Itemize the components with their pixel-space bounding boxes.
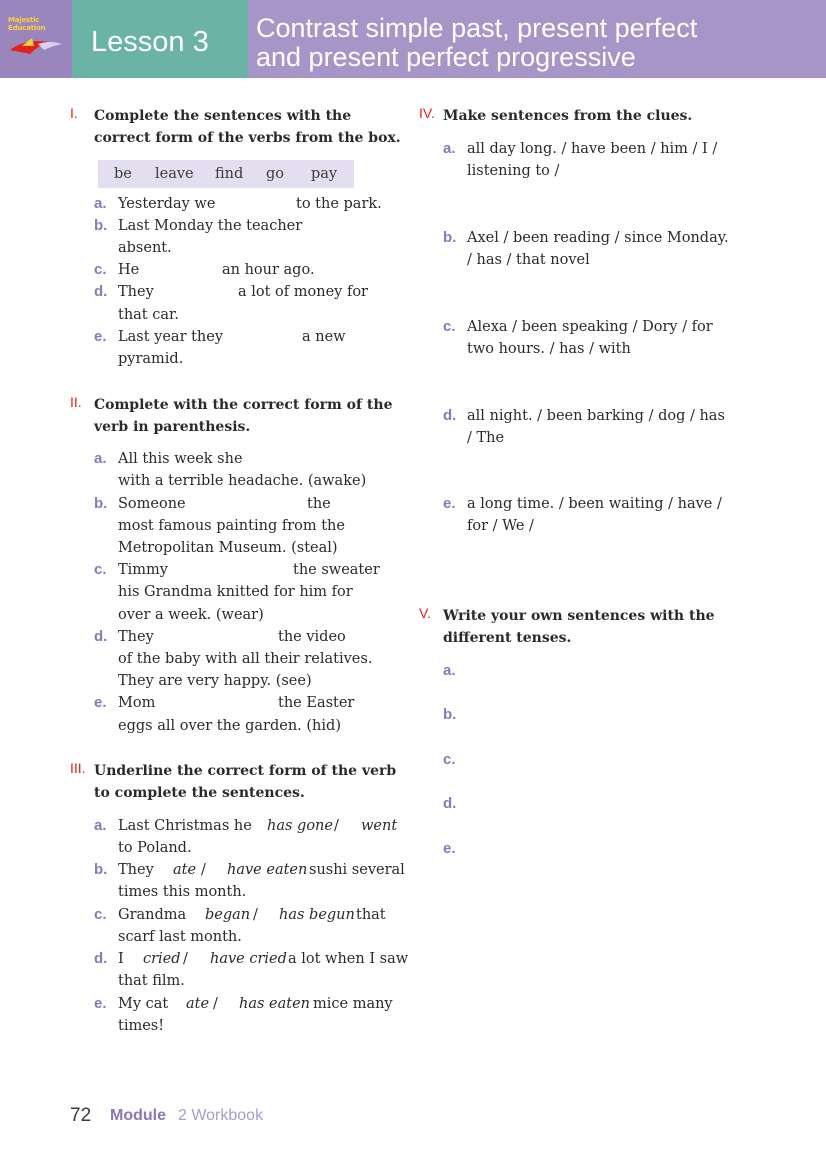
item-letter: a. <box>94 195 107 212</box>
item-text: Someone <box>118 496 186 512</box>
clue-text: a long time. / been waiting / have / <box>467 496 722 512</box>
option-2[interactable]: have eaten <box>227 862 308 878</box>
word-box-item: pay <box>311 166 338 182</box>
item-letter: c. <box>443 318 456 335</box>
instruction-line: Write your own sentences with the <box>443 608 715 624</box>
item-letter: e. <box>94 694 107 711</box>
footer-module: Module <box>110 1107 166 1124</box>
item-text: a lot when I saw <box>288 951 409 967</box>
item-text: over a week. (wear) <box>118 607 264 623</box>
item-letter: d. <box>94 283 108 300</box>
item-text: He <box>118 262 140 278</box>
logo <box>0 0 72 78</box>
section-instruction <box>443 105 823 127</box>
option-1[interactable]: has gone <box>267 818 333 834</box>
logo-swoosh-icon <box>8 34 64 58</box>
clue-text: for / We / <box>467 518 534 534</box>
item-letter: a. <box>94 450 107 467</box>
section-1 <box>70 105 400 149</box>
item-text: Grandma <box>118 907 187 923</box>
section-5 <box>419 605 799 649</box>
item-text: the video <box>278 629 346 645</box>
option-slash: / <box>334 818 339 834</box>
clue-text: listening to / <box>467 163 560 179</box>
instruction-line: Complete the sentences with the <box>94 108 352 124</box>
item-text: Timmy <box>118 562 168 578</box>
clue-text: Axel / been reading / since Monday. <box>467 230 729 246</box>
lesson-tab <box>72 0 248 78</box>
option-1[interactable]: ate <box>173 862 197 878</box>
answer-letter: a. <box>443 662 456 679</box>
item-letter: e. <box>94 328 107 345</box>
item-text: his Grandma knitted for him for <box>118 584 353 600</box>
item-text: a lot of money for <box>238 284 368 300</box>
item-letter: d. <box>94 950 108 967</box>
item-text: to Poland. <box>118 840 192 856</box>
item-text: pyramid. <box>118 351 184 367</box>
word-box <box>98 160 354 188</box>
section-instruction <box>94 394 424 438</box>
item-text: an hour ago. <box>222 262 315 278</box>
option-2[interactable]: have cried <box>210 951 287 967</box>
instruction-line: Make sentences from the clues. <box>443 108 693 124</box>
option-2[interactable]: went <box>361 818 398 834</box>
item-text: Last year they <box>118 329 224 345</box>
answer-letter: d. <box>443 795 457 812</box>
clue-text: / The <box>467 430 505 446</box>
section-number: III. <box>70 760 86 776</box>
item-text: They <box>118 629 154 645</box>
item-text: All this week she <box>118 451 243 467</box>
title-line-1: Contrast simple past, present perfect <box>256 13 698 43</box>
clue-text: / has / that novel <box>467 252 590 268</box>
item-text: times this month. <box>118 884 247 900</box>
item-text: the sweater <box>293 562 380 578</box>
instruction-line: Underline the correct form of the verb <box>94 763 397 779</box>
item-text: most famous painting from the <box>118 518 345 534</box>
item-letter: b. <box>94 217 108 234</box>
item-text: with a terrible headache. (awake) <box>118 473 367 489</box>
section-number: I. <box>70 105 78 121</box>
item-letter: a. <box>94 817 107 834</box>
item-text: the Easter <box>278 695 355 711</box>
section-instruction <box>443 605 823 649</box>
item-text: to the park. <box>296 196 382 212</box>
clue-text: all night. / been barking / dog / has <box>467 408 725 424</box>
item-text: They <box>118 284 154 300</box>
instruction-line: different tenses. <box>443 630 572 646</box>
item-text: the <box>307 496 331 512</box>
option-slash: / <box>183 951 188 967</box>
item-text: Mom <box>118 695 156 711</box>
answer-letter: b. <box>443 706 457 723</box>
item-text: that film. <box>118 973 185 989</box>
item-text: sushi several <box>309 862 405 878</box>
item-text: My cat <box>118 996 169 1012</box>
item-text: times! <box>118 1018 165 1034</box>
footer-workbook: 2 Workbook <box>178 1107 264 1124</box>
section-number: V. <box>419 605 431 621</box>
clue-text: Alexa / been speaking / Dory / for <box>467 319 713 335</box>
instruction-line: to complete the sentences. <box>94 785 305 801</box>
item-text: of the baby with all their relatives. <box>118 651 373 667</box>
page-title <box>256 14 816 72</box>
item-text: They <box>118 862 154 878</box>
section-number: IV. <box>419 105 435 121</box>
item-letter: e. <box>94 995 107 1012</box>
item-letter: b. <box>443 229 457 246</box>
option-slash: / <box>213 996 218 1012</box>
item-text: They are very happy. (see) <box>118 673 312 689</box>
item-letter: d. <box>94 628 108 645</box>
word-box-item: go <box>266 166 285 182</box>
page-number: 72 <box>70 1105 92 1126</box>
item-text: Last Monday the teacher <box>118 218 303 234</box>
clue-text: all day long. / have been / him / I / <box>467 141 718 157</box>
item-text: that <box>356 907 386 923</box>
header-banner <box>0 0 826 78</box>
section-4 <box>419 105 799 127</box>
section-3 <box>70 760 400 804</box>
option-2[interactable]: has eaten <box>239 996 311 1012</box>
item-text: eggs all over the garden. (hid) <box>118 718 341 734</box>
item-text: I <box>118 951 124 967</box>
instruction-line: Complete with the correct form of the <box>94 397 393 413</box>
option-slash: / <box>201 862 206 878</box>
word-box-item: be <box>114 166 132 182</box>
answer-letter: c. <box>443 751 456 768</box>
item-letter: e. <box>443 495 456 512</box>
option-2[interactable]: has begun <box>279 907 355 923</box>
item-text: Metropolitan Museum. (steal) <box>118 540 338 556</box>
item-letter: c. <box>94 561 107 578</box>
section-number: II. <box>70 394 82 410</box>
instruction-line: verb in parenthesis. <box>94 419 251 435</box>
option-1[interactable]: cried <box>143 951 181 967</box>
item-letter: a. <box>443 140 456 157</box>
option-1[interactable]: ate <box>186 996 210 1012</box>
item-letter: b. <box>94 495 108 512</box>
item-letter: b. <box>94 861 108 878</box>
option-slash: / <box>253 907 258 923</box>
clue-text: two hours. / has / with <box>467 341 631 357</box>
item-text: absent. <box>118 240 172 256</box>
word-box-item: find <box>215 166 244 182</box>
item-text: Yesterday we <box>118 196 216 212</box>
item-text: Last Christmas he <box>118 818 252 834</box>
section-2 <box>70 394 400 438</box>
item-letter: c. <box>94 906 107 923</box>
section-instruction <box>94 760 424 804</box>
item-letter: d. <box>443 407 457 424</box>
answer-letter: e. <box>443 840 456 857</box>
logo-text: Majestic Education <box>8 16 46 32</box>
item-letter: c. <box>94 261 107 278</box>
item-text: that car. <box>118 307 179 323</box>
lesson-label: Lesson 3 <box>91 26 209 58</box>
word-box-item: leave <box>155 166 194 182</box>
instruction-line: correct form of the verbs from the box. <box>94 130 401 146</box>
section-instruction <box>94 105 424 149</box>
title-line-2: and present perfect progressive <box>256 42 636 72</box>
item-text: a new <box>302 329 346 345</box>
item-text: scarf last month. <box>118 929 242 945</box>
item-text: mice many <box>313 996 393 1012</box>
option-1[interactable]: began <box>205 907 251 923</box>
